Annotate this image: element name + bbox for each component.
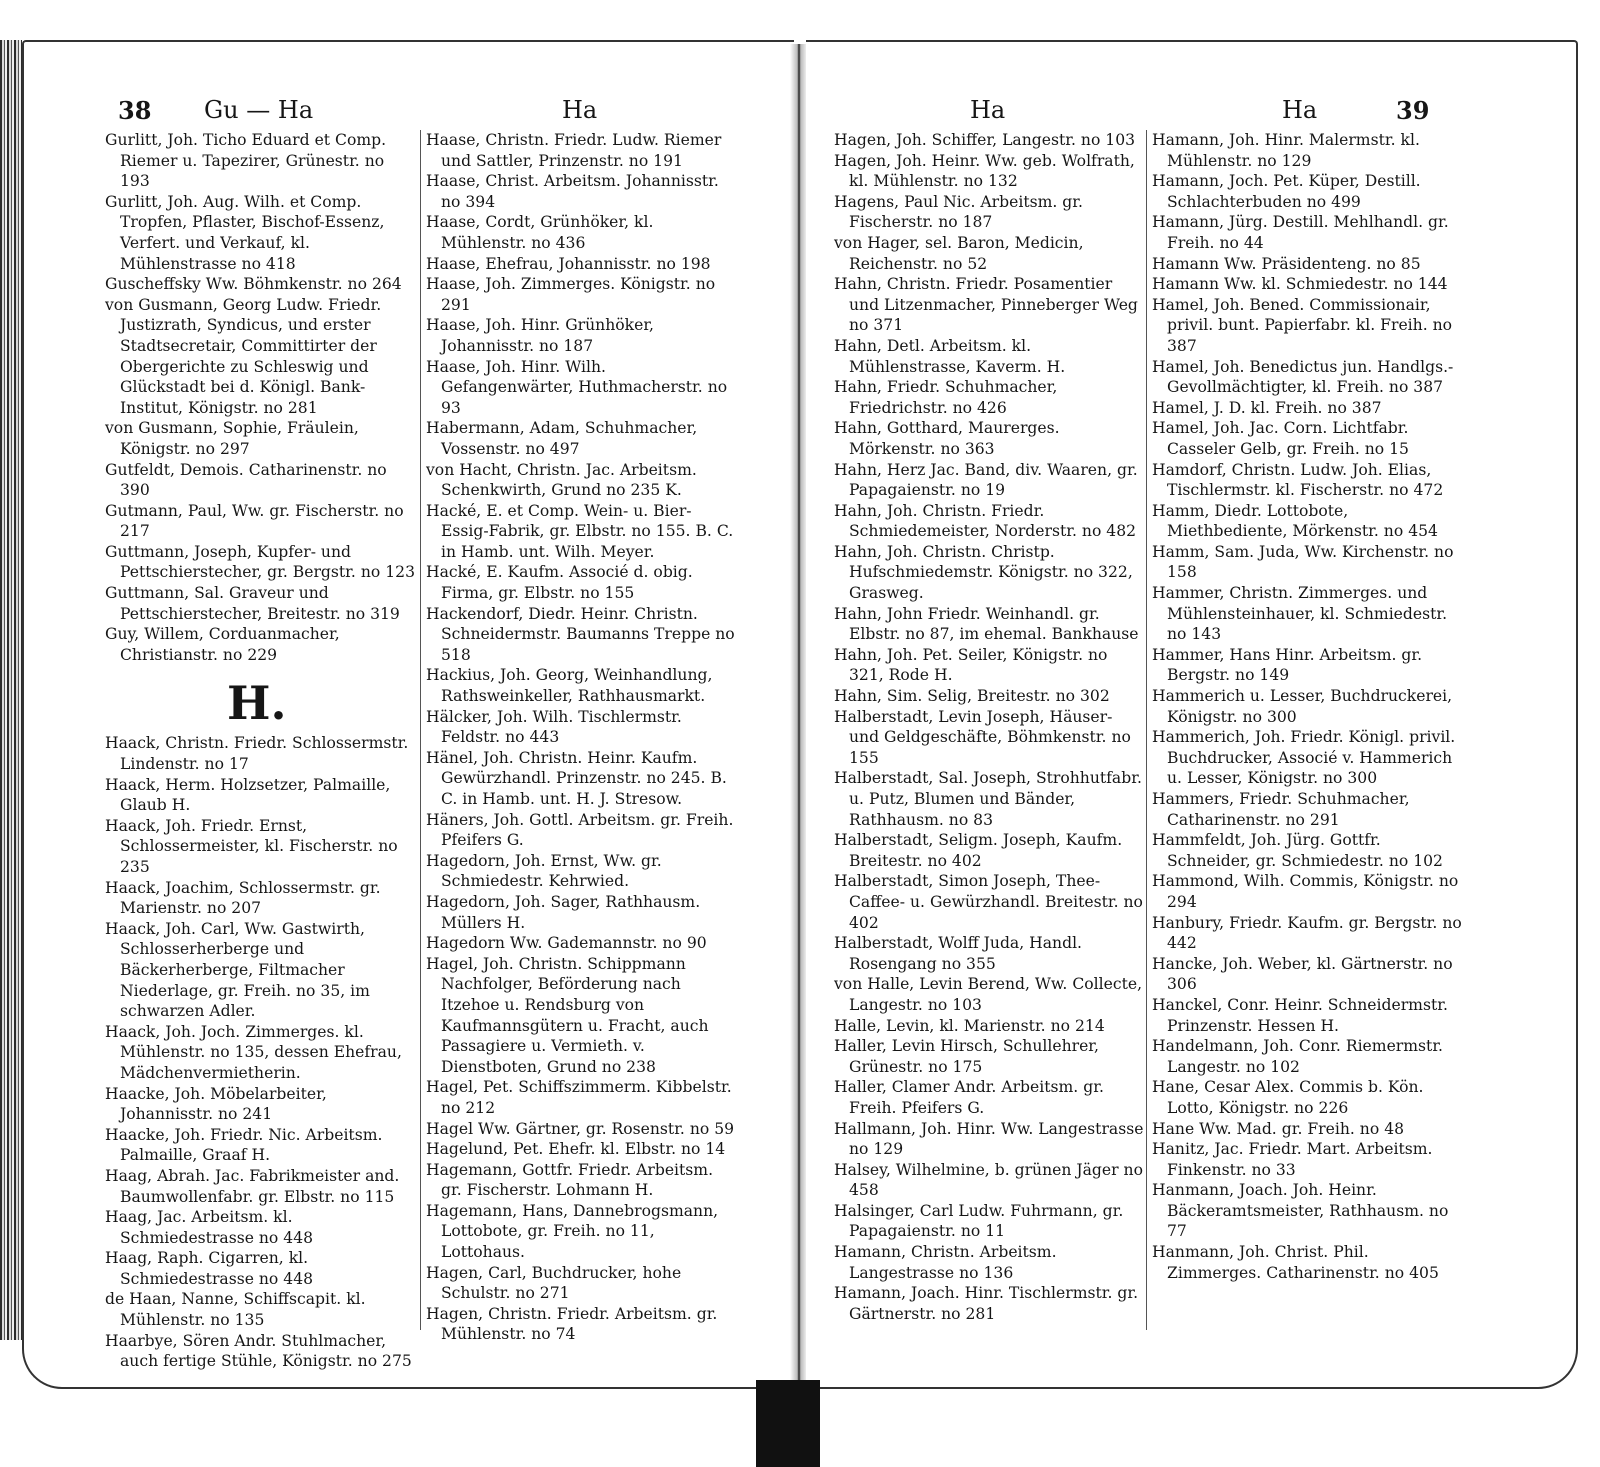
directory-entry: Hacké, E. Kaufm. Associé d. obig. Firma, gr. Elbstr. no 155 [426,563,693,603]
directory-entry: Hammer, Hans Hinr. Arbeitsm. gr. Bergstr. no 149 [1152,645,1423,685]
directory-entry: Hanckel, Conr. Heinr. Schneidermstr. Prinzenstr. Hessen H. [1152,995,1448,1035]
directory-entry: Hahn, Detl. Arbeitsm. kl. Mühlenstrasse, Kaverm. H. [834,336,1066,376]
directory-entry: Haase, Joh. Zimmerges. Königstr. no 291 [426,275,716,314]
directory-entry: Hallmann, Joh. Hinr. Ww. Langestrasse no 129 [834,1119,1144,1159]
directory-entry: Gutfeldt, Demois. Catharinenstr. no 390 [105,460,387,500]
directory-entry: Habermann, Adam, Schuhmacher, Vossenstr. no 497 [426,419,698,458]
directory-entry: Hanbury, Friedr. Kaufm. gr. Bergstr. no 442 [1152,913,1462,953]
directory-entry: Hahn, Joh. Pet. Seiler, Königstr. no 321, Rode H. [834,645,1108,685]
running-head-right-a: Ha [970,96,1006,124]
directory-entry: Haag, Jac. Arbeitsm. kl. Schmiedestrasse no 448 [105,1208,314,1247]
directory-entry: Hancke, Joh. Weber, kl. Gärtnerstr. no 306 [1152,954,1453,994]
directory-entry: Hagel Ww. Gärtner, gr. Rosenstr. no 59 [426,1119,735,1138]
directory-entry: Hamel, Joh. Benedictus jun. Handlgs.-Gevollmächtigter, kl. Freih. no 387 [1152,357,1454,397]
directory-entry: Guttmann, Sal. Graveur und Pettschierstecher, Breitestr. no 319 [105,584,400,623]
directory-entry: Hälcker, Joh. Wilh. Tischlermstr. Feldstr. no 443 [426,707,682,747]
column-rule [420,130,421,1330]
directory-entry: Haller, Clamer Andr. Arbeitsm. gr. Freih. Pfeifers G. [834,1078,1104,1117]
running-head-left-b: Ha [562,96,598,124]
directory-entry: Hane, Cesar Alex. Commis b. Kön. Lotto, Königstr. no 226 [1152,1078,1424,1117]
directory-entry: Hammfeldt, Joh. Jürg. Gottfr. Schneider, gr. Schmiedestr. no 102 [1152,831,1443,870]
directory-entry: Hamdorf, Christn. Ludw. Joh. Elias, Tischlermstr. kl. Fischerstr. no 472 [1152,460,1444,500]
directory-entry: Hahn, Joh. Christn. Friedr. Schmiedemeister, Norderstr. no 482 [834,501,1137,541]
directory-entry: Hahn, Herz Jac. Band, div. Waaren, gr. Papagaienstr. no 19 [834,460,1138,500]
directory-entry: Haase, Ehefrau, Johannisstr. no 198 [426,254,711,273]
directory-column [426,130,738,1345]
directory-entry: Hamann, Jürg. Destill. Mehlhandl. gr. Freih. no 44 [1152,213,1449,252]
directory-entry: Haag, Abrah. Jac. Fabrikmeister and. Baumwollenfabr. gr. Elbstr. no 115 [105,1166,400,1206]
directory-entry: Hamann Ww. Präsidenteng. no 85 [1152,254,1421,273]
directory-entry: Haack, Joh. Joch. Zimmerges. kl. Mühlenstr. no 135, dessen Ehefrau, Mädchenvermietherin. [105,1022,402,1082]
directory-entry: Haack, Herm. Holzsetzer, Palmaille, Glaub H. [105,775,391,815]
directory-entry: Hagen, Joh. Heinr. Ww. geb. Wolfrath, kl. Mühlenstr. no 132 [834,151,1135,191]
directory-entry: von Gusmann, Sophie, Fräulein, Königstr. no 297 [105,419,359,458]
directory-entry: Hagen, Joh. Schiffer, Langestr. no 103 [834,131,1136,149]
directory-entry: Haacke, Joh. Friedr. Nic. Arbeitsm. Palmaille, Graaf H. [105,1125,383,1165]
directory-entry: Halle, Levin, kl. Marienstr. no 214 [834,1016,1105,1035]
directory-entry: Hamel, Joh. Jac. Corn. Lichtfabr. Casseler Gelb, gr. Freih. no 15 [1152,419,1409,458]
directory-entry: Handelmann, Joh. Conr. Riemermstr. Langestr. no 102 [1152,1037,1444,1076]
directory-entry: Hammond, Wilh. Commis, Königstr. no 294 [1152,872,1459,911]
directory-entry: Haag, Raph. Cigarren, kl. Schmiedestrasse no 448 [105,1249,314,1288]
page-number-right: 39 [1396,96,1430,125]
directory-entry: Halberstadt, Seligm. Joseph, Kaufm. Breitestr. no 402 [834,831,1123,870]
directory-entry: Hahn, Joh. Christn. Christp. Hufschmiedemstr. Königstr. no 322, Grasweg. [834,542,1133,603]
directory-entry: Hamann, Christn. Arbeitsm. Langestrasse no 136 [834,1243,1057,1282]
directory-entry: Hamel, Joh. Bened. Commissionair, privil. bunt. Papierfabr. kl. Freih. no 387 [1152,295,1453,355]
directory-entry: Hagel, Joh. Christn. Schippmann Nachfolger, Beförderung nach Itzehoe u. Rendsburg von Kaufmannsgütern u. Fracht, auch Passagiere u. Vermieth. v. Dienstboten, Grund no 238 [426,954,709,1076]
directory-entry: Hamann, Joh. Hinr. Malermstr. kl. Mühlenstr. no 129 [1152,131,1420,170]
directory-entry: Hane Ww. Mad. gr. Freih. no 48 [1152,1119,1405,1138]
directory-entry: Hackendorf, Diedr. Heinr. Christn. Schneidermstr. Baumanns Treppe no 518 [426,604,735,664]
directory-entry: Hagen, Christn. Friedr. Arbeitsm. gr. Mühlenstr. no 74 [426,1304,718,1344]
directory-entry: Hammerich u. Lesser, Buchdruckerei, Königstr. no 300 [1152,687,1453,726]
directory-entry: Hammers, Friedr. Schuhmacher, Catharinenstr. no 291 [1152,790,1410,829]
page-number-left: 38 [118,96,152,125]
directory-entry: Hagens, Paul Nic. Arbeitsm. gr. Fischerstr. no 187 [834,192,1083,232]
spine-shadow [756,1380,820,1467]
directory-entry: Hagen, Carl, Buchdrucker, hohe Schulstr. no 271 [426,1263,682,1303]
directory-entry: Haacke, Joh. Möbelarbeiter, Johannisstr. no 241 [105,1084,327,1124]
directory-entry: von Halle, Levin Berend, Ww. Collecte, Langestr. no 103 [834,975,1143,1014]
directory-entry: Hagedorn Ww. Gademannstr. no 90 [426,934,707,953]
directory-entry: Halsinger, Carl Ludw. Fuhrmann, gr. Papagaienstr. no 11 [834,1201,1124,1241]
directory-entry: von Hacht, Christn. Jac. Arbeitsm. Schenkwirth, Grund no 235 K. [426,460,697,500]
directory-entry: Halberstadt, Levin Joseph, Häuser- und Geldgeschäfte, Böhmkenstr. no 155 [834,707,1131,767]
directory-entry: Haase, Joh. Hinr. Wilh. Gefangenwärter, Huthmacherstr. no 93 [426,357,728,417]
directory-entry: Haarbye, Sören Andr. Stuhlmacher, auch fertige Stühle, Königstr. no 275 [105,1331,412,1371]
directory-entry: Guscheffsky Ww. Böhmkenstr. no 264 [105,275,402,294]
directory-entry: Guttmann, Joseph, Kupfer- und Pettschierstecher, gr. Bergstr. no 123 [105,542,415,582]
directory-entry: Gutmann, Paul, Ww. gr. Fischerstr. no 217 [105,501,404,541]
directory-entry: Häners, Joh. Gottl. Arbeitsm. gr. Freih. Pfeifers G. [426,810,734,850]
directory-entry: Hagelund, Pet. Ehefr. kl. Elbstr. no 14 [426,1140,726,1159]
directory-entry: Hahn, John Friedr. Weinhandl. gr. Elbstr. no 87, im ehemal. Bankhause [834,604,1139,644]
directory-column [1152,130,1464,1283]
directory-entry: Halberstadt, Wolff Juda, Handl. Rosengang no 355 [834,934,1083,973]
directory-entry: Halberstadt, Sal. Joseph, Strohhutfabr. u. Putz, Blumen und Bänder, Rathhausm. no 83 [834,769,1142,829]
directory-entry: Hackius, Joh. Georg, Weinhandlung, Rathsweinkeller, Rathhausmarkt. [426,666,713,706]
directory-entry: Hanmann, Joach. Joh. Heinr. Bäckeramtsmeister, Rathhausm. no 77 [1152,1181,1449,1241]
directory-entry: Hamel, J. D. kl. Freih. no 387 [1152,398,1382,417]
directory-entry: Hagel, Pet. Schiffszimmerm. Kibbelstr. no 212 [426,1078,732,1117]
directory-entry: Haack, Joachim, Schlossermstr. gr. Marienstr. no 207 [105,878,381,918]
directory-entry: Halsey, Wilhelmine, b. grünen Jäger no 458 [834,1160,1143,1200]
directory-entry: von Gusmann, Georg Ludw. Friedr. Justizrath, Syndicus, und erster Stadtsecretair, Committirter der Obergerichte zu Schleswig und Glückstadt bei d. Königl. Bank-Institut, Königstr. no 281 [105,295,382,417]
running-head-right-b: Ha [1282,96,1318,124]
directory-entry: Haller, Levin Hirsch, Schullehrer, Grünestr. no 175 [834,1037,1099,1076]
directory-entry: Hahn, Friedr. Schuhmacher, Friedrichstr. no 426 [834,378,1058,417]
directory-entry: Hacké, E. et Comp. Wein- u. Bier-Essig-Fabrik, gr. Elbstr. no 155. B. C. in Hamb. unt. Wilh. Meyer. [426,501,734,561]
directory-entry: Haack, Christn. Friedr. Schlossermstr. Lindenstr. no 17 [105,734,409,774]
directory-entry: Haase, Christn. Friedr. Ludw. Riemer und Sattler, Prinzenstr. no 191 [426,131,722,170]
running-head-left-a: Gu — Ha [204,96,314,124]
column-rule [1146,130,1147,1330]
directory-entry: Hamm, Sam. Juda, Ww. Kirchenstr. no 158 [1152,542,1454,582]
directory-entry: Hammerich, Joh. Friedr. Königl. privil. Buchdrucker, Associé v. Hammerich u. Lesser, Königstr. no 300 [1152,728,1456,788]
directory-entry: Haack, Joh. Friedr. Ernst, Schlossermeister, kl. Fischerstr. no 235 [105,816,398,876]
directory-entry: Haase, Cordt, Grünhöker, kl. Mühlenstr. no 436 [426,213,654,252]
directory-entry: Hagedorn, Joh. Sager, Rathhausm. Müllers H. [426,892,701,932]
directory-entry: Haase, Christ. Arbeitsm. Johannisstr. no 394 [426,172,719,211]
directory-entry: Hahn, Sim. Selig, Breitestr. no 302 [834,687,1110,706]
directory-entry: Gurlitt, Joh. Ticho Eduard et Comp. Riemer u. Tapezirer, Grünestr. no 193 [105,131,387,191]
directory-entry: Hagemann, Hans, Dannebrogsmann, Lottobote, gr. Freih. no 11, Lottohaus. [426,1201,719,1262]
book-edge-left [0,40,22,1340]
directory-column [105,130,417,1372]
directory-entry: Guy, Willem, Corduanmacher, Christianstr. no 229 [105,625,340,664]
directory-entry: Hanitz, Jac. Friedr. Mart. Arbeitsm. Finkenstr. no 33 [1152,1140,1433,1179]
directory-entry: Gurlitt, Joh. Aug. Wilh. et Comp. Tropfen, Pflaster, Bischof-Essenz, Verfert. und Verkauf, kl. Mühlenstrasse no 418 [105,192,385,273]
directory-entry: Hahn, Christn. Friedr. Posamentier und Litzenmacher, Pinneberger Weg no 371 [834,275,1138,335]
directory-entry: Hagedorn, Joh. Ernst, Ww. gr. Schmiedestr. Kehrwied. [426,851,662,891]
directory-entry: Hamann, Joch. Pet. Küper, Destill. Schlachterbuden no 499 [1152,172,1421,211]
directory-entry: von Hager, sel. Baron, Medicin, Reichenstr. no 52 [834,233,1084,273]
directory-entry: Halberstadt, Simon Joseph, Thee-Caffee- u. Gewürzhandl. Breitestr. no 402 [834,872,1143,932]
directory-column [834,130,1146,1324]
directory-entry: Haase, Joh. Hinr. Grünhöker, Johannisstr. no 187 [426,316,655,355]
directory-entry: Hamm, Diedr. Lottobote, Miethbediente, Mörkenstr. no 454 [1152,501,1438,541]
directory-entry: Haack, Joh. Carl, Ww. Gastwirth, Schlosserherberge und Bäckerherberge, Filtmacher Niederlage, gr. Freih. no 35, im schwarzen Adler. [105,919,370,1021]
directory-entry: Hagemann, Gottfr. Friedr. Arbeitsm. gr. Fischerstr. Lohmann H. [426,1160,714,1200]
directory-entry: Hanmann, Joh. Christ. Phil. Zimmerges. Catharinenstr. no 405 [1152,1243,1439,1282]
directory-entry: Hänel, Joh. Christn. Heinr. Kaufm. Gewürzhandl. Prinzenstr. no 245. B. C. in Hamb. unt. H. J. Stresow. [426,748,727,808]
directory-entry: Hamann Ww. kl. Schmiedestr. no 144 [1152,275,1448,294]
directory-entry: Hahn, Gotthard, Maurerges. Mörkenstr. no 363 [834,419,1060,458]
section-letter: H. [227,676,287,731]
directory-entry: Hammer, Christn. Zimmerges. und Mühlensteinhauer, kl. Schmiedestr. no 143 [1152,584,1448,644]
directory-entry: Hamann, Joach. Hinr. Tischlermstr. gr. Gärtnerstr. no 281 [834,1284,1139,1323]
directory-entry: de Haan, Nanne, Schiffscapit. kl. Mühlenstr. no 135 [105,1290,366,1330]
